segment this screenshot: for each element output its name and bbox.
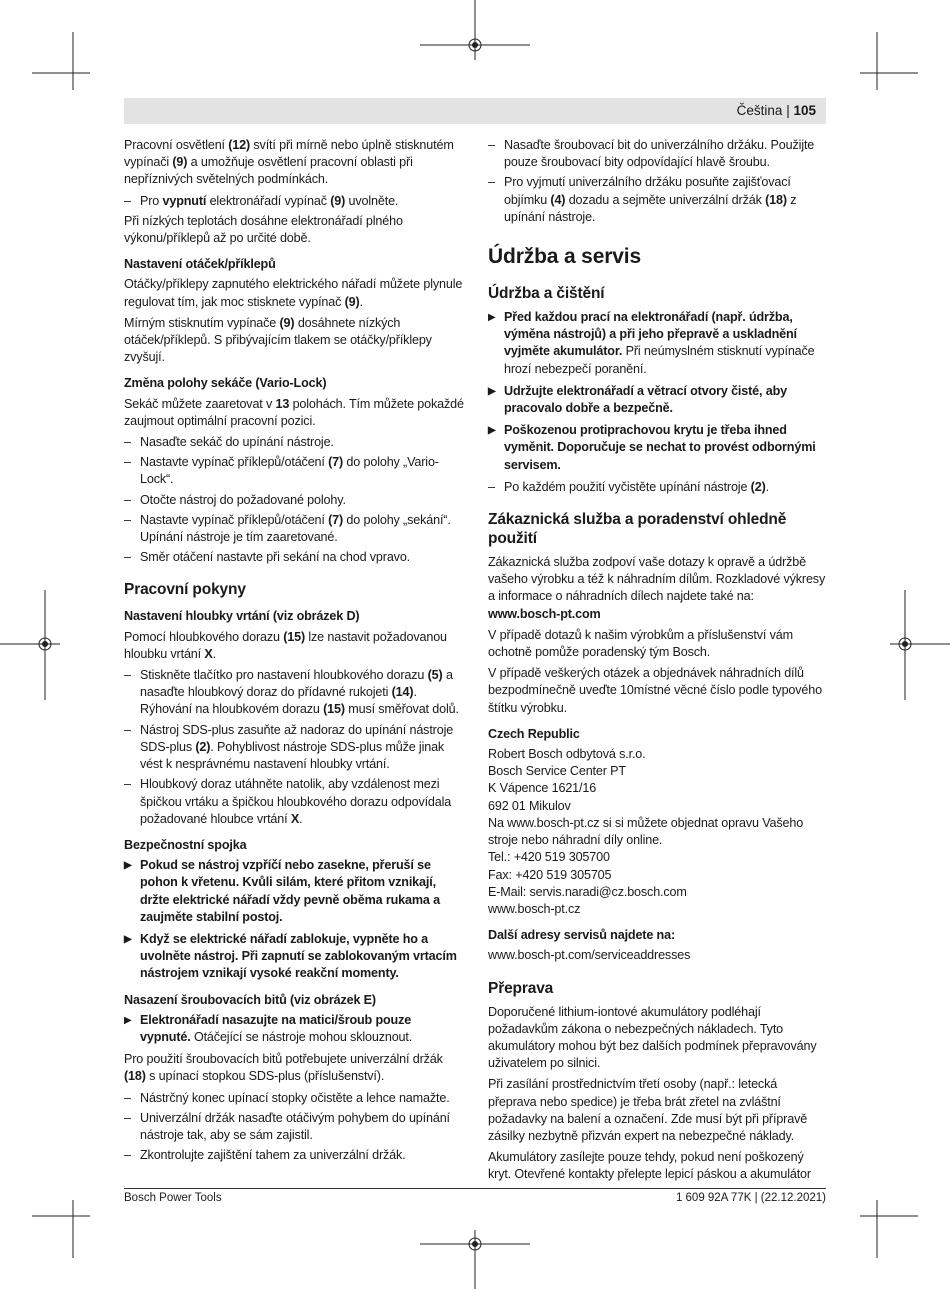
subheading: Nastavení otáček/příklepů (124, 257, 276, 272)
left-column (124, 137, 464, 1167)
subheading: Nastavení hloubky vrtání (viz obrázek D) (124, 609, 360, 624)
chapter-heading: Údržba a servis (488, 245, 641, 269)
paragraph: Pro použití šroubovacích bitů potřebujete univerzální držák (18) s upínací stopkou SDS-plus (příslušenství). (124, 1052, 443, 1084)
email-address[interactable]: E-Mail: servis.naradi@cz.bosch.com (488, 884, 687, 899)
warning-item: ▶ Před každou prací na elektronářadí (např. údržba, výměna nástrojů) a při jeho přepravě a uskladnění vyjměte akumulátor. Při neúmyslném stisknutí vypínače hrozí nebezpečí poranění. (488, 309, 828, 378)
list-item: – Hloubkový doraz utáhněte natolik, aby vzdálenost mezi špičkou vrtáku a špičkou hloubkového dorazu odpovídala požadované hloubce vrtání X. (124, 776, 464, 828)
list-item: – Nástroj SDS-plus zasuňte až nadoraz do upínání nástroje SDS-plus (2). Pohyblivost nástroje SDS-plus může jinak vést k nesprávnému nastavení hloubky vrtání. (124, 722, 464, 774)
fax-number: Fax: +420 519 305705 (488, 867, 612, 882)
list-item: – Nasaďte sekáč do upínání nástroje. (124, 434, 464, 451)
page-header (124, 98, 826, 124)
header-language: Čeština (736, 103, 783, 118)
section-heading: Údržba a čištění (488, 285, 605, 303)
footer-divider (124, 1188, 826, 1189)
paragraph: Pomocí hloubkového dorazu (15) lze nastavit požadovanou hloubku vrtání X. (124, 629, 447, 661)
address-line: Bosch Service Center PT (488, 764, 626, 779)
paragraph: Sekáč můžete zaaretovat v 13 polohách. Tím můžete pokaždé zaujmout optimální pracovní pozici. (124, 396, 464, 428)
footer-doc-number: 1 609 92A 77K | (22.12.2021) (675, 1192, 826, 1204)
country-heading: Czech Republic (488, 726, 580, 741)
paragraph: Doporučené lithium-iontové akumulátory podléhají požadavkům zákona o nebezpečných nákladech. Tyto akumulátory mohou být bez dalších podmínek přepravovány uživatelem po silnici. (488, 1004, 817, 1071)
list-item: – Zkontrolujte zajištění tahem za univerzální držák. (124, 1147, 464, 1164)
list-item: – Nasaďte šroubovací bit do univerzálního držáku. Použijte pouze šroubovací bity odpovídající hlavě šroubu. (488, 137, 828, 171)
paragraph: Pracovní osvětlení (12) svítí při mírně nebo úplně stisknutém vypínači (9) a umožňuje osvětlení pracovní oblasti při nepříznivých světelných podmínkách. (124, 138, 454, 187)
warning-item: ▶ Elektronářadí nasazujte na matici/šroub pouze vypnuté. Otáčející se nástroje mohou sklouznout. (124, 1012, 464, 1046)
paragraph: V případě dotazů k našim výrobkům a příslušenství vám ochotně pomůže poradenský tým Bosch. (488, 627, 793, 660)
right-column (488, 137, 828, 1188)
paragraph: Mírným stisknutím vypínače (9) dosáhnete nízkých otáček/příklepů. S přibývajícím tlakem se otáčky/příklepy zvyšují. (124, 315, 432, 365)
website-link[interactable]: www.bosch-pt.cz (488, 901, 581, 916)
warning-item: ▶ Poškozenou protiprachovou krytu je třeba ihned vyměnit. Doporučuje se nechat to provést odbornými servisem. (488, 422, 828, 474)
phone-number: Tel.: +420 519 305700 (488, 850, 610, 865)
header-separator: | (782, 103, 794, 118)
address-line: Na www.bosch-pt.cz si si můžete objednat opravu Vašeho stroje nebo náhradní díly online. (488, 815, 804, 848)
website-link[interactable]: www.bosch-pt.com/serviceaddresses (488, 948, 691, 963)
section-heading: Zákaznická služba a poradenství ohledně použití (488, 511, 787, 548)
list-item: – Po každém použití vyčistěte upínání nástroje (2). (488, 479, 828, 496)
warning-item: ▶ Udržujte elektronářadí a větrací otvory čisté, aby pracovalo dobře a bezpečně. (488, 383, 828, 417)
section-heading: Přeprava (488, 979, 554, 997)
list-item: – Nastavte vypínač příklepů/otáčení (7) do polohy „Vario-Lock“. (124, 454, 464, 488)
address-line: Robert Bosch odbytová s.r.o. (488, 747, 646, 762)
address-line: K Vápence 1621/16 (488, 781, 597, 796)
subheading: Bezpečnostní spojka (124, 837, 247, 852)
address-line: 692 01 Mikulov (488, 798, 571, 813)
subheading: Další adresy servisů najdete na: (488, 928, 675, 943)
paragraph: Při nízkých teplotách dosáhne elektronářadí plného výkonu/příklepů až po určité době. (124, 213, 403, 246)
header-label (737, 103, 816, 118)
warning-item: ▶ Pokud se nástroj vzpříčí nebo zasekne, přeruší se pohon k vřetenu. Kvůli silám, které přitom vznikají, držte elektrické nářadí vždy pevně oběma rukama a zaujměte stabilní postoj. (124, 857, 464, 926)
footer-brand: Bosch Power Tools (124, 1192, 222, 1204)
section-heading: Pracovní pokyny (124, 581, 246, 599)
list-item: – Nastavte vypínač příklepů/otáčení (7) do polohy „sekání“. Upínání nástroje je tím zaaretované. (124, 512, 464, 546)
page-number: 105 (793, 103, 816, 118)
list-item: – Pro vyjmutí univerzálního držáku posuňte zajišťovací objímku (4) dozadu a sejměte univerzální držák (18) z upínání nástroje. (488, 174, 828, 226)
subheading: Změna polohy sekáče (Vario-Lock) (124, 376, 327, 391)
website-link[interactable]: www.bosch-pt.com (488, 606, 601, 621)
list-item: – Nástrčný konec upínací stopky očistěte a lehce namažte. (124, 1090, 464, 1107)
list-item: – Pro vypnutí elektronářadí vypínač (9) uvolněte. (124, 193, 464, 210)
list-item: – Univerzální držák nasaďte otáčivým pohybem do upínání nástroje tak, aby se sám zajistil. (124, 1110, 464, 1144)
paragraph: Při zasílání prostřednictvím třetí osoby (např.: letecká přeprava nebo spedice) je třeba brát zřetel na zvláštní požadavky na balení a označení. Zde musí být při přípravě zásilky nezbytně přizván expert na nebezpečné náklady. (488, 1077, 808, 1143)
warning-item: ▶ Když se elektrické nářadí zablokuje, vypněte ho a uvolněte nástroj. Při zapnutí se zablokovaným vrtacím nástrojem vznikají vysoké reakční momenty. (124, 931, 464, 983)
list-item: – Otočte nástroj do požadované polohy. (124, 492, 464, 509)
paragraph: Akumulátory zasílejte pouze tehdy, pokud není poškozený kryt. Otevřené kontakty přelepte lepicí páskou a akumulátor (488, 1150, 811, 1182)
subheading: Nasazení šroubovacích bitů (viz obrázek E) (124, 992, 376, 1007)
paragraph: Otáčky/příklepy zapnutého elektrického nářadí můžete plynule regulovat tím, jak moc stisknete vypínač (9). (124, 277, 463, 309)
list-item: – Stiskněte tlačítko pro nastavení hloubkového dorazu (5) a nasaďte hloubkový doraz do přídavné rukojeti (14). Rýhování na hloubkovém dorazu (15) musí směřovat dolů. (124, 667, 464, 719)
list-item: – Směr otáčení nastavte při sekání na chod vpravo. (124, 549, 464, 566)
paragraph: V případě veškerých otázek a objednávek náhradních dílů bezpodmínečně uveďte 10místné věcné číslo podle typového štítku výrobku. (488, 666, 822, 715)
paragraph: Zákaznická služba zodpoví vaše dotazy k opravě a údržbě vašeho výrobku a též k náhradním dílům. Rozkladové výkresy a informace o náhradních dílech najdete také na: (488, 555, 826, 604)
